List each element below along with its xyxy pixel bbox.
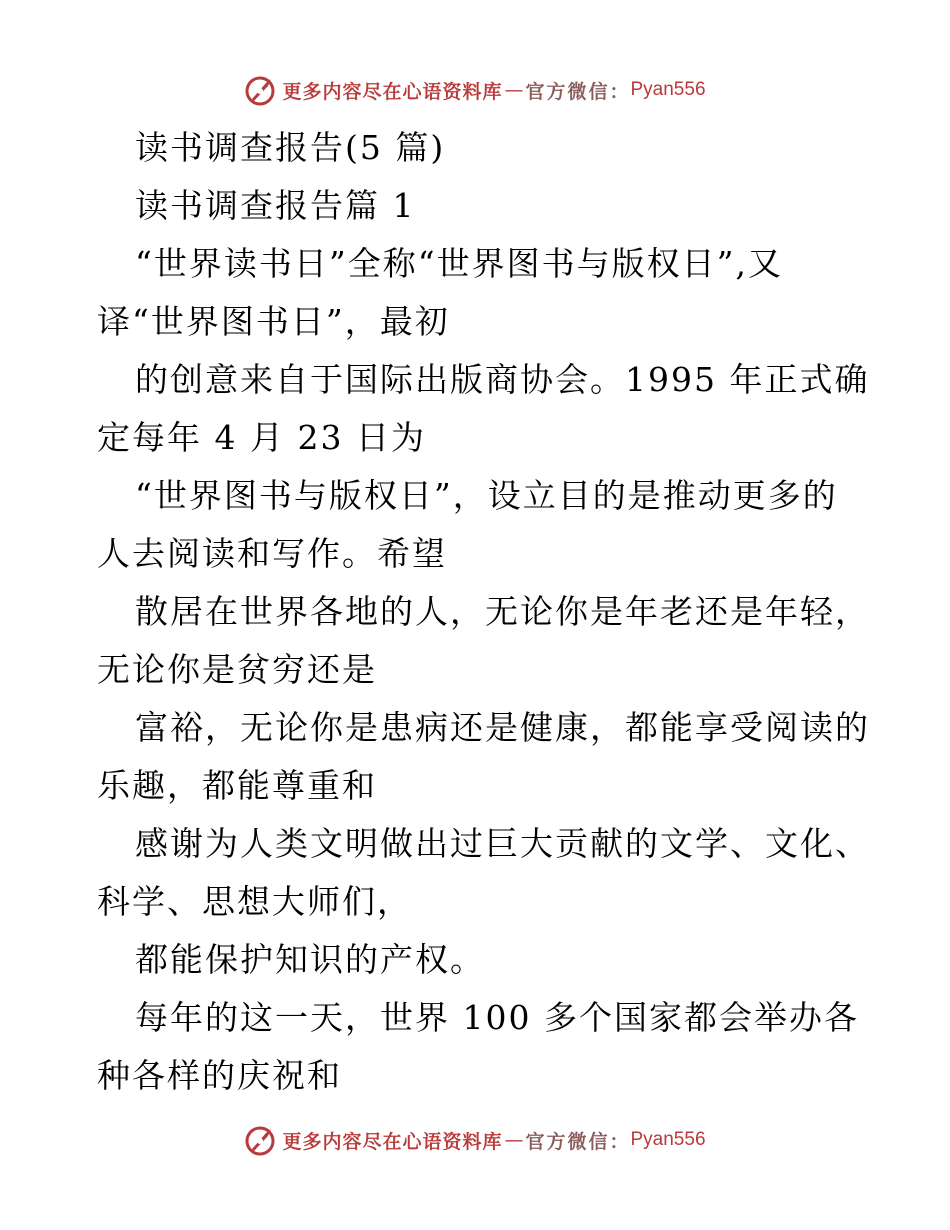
text-line: “世界读书日”全称“世界图书与版权日”,又 [135, 244, 783, 283]
banner-text: 更多内容尽在心语资料库 [282, 1130, 503, 1153]
wechat-label: 官方微信： [525, 1130, 631, 1153]
banner-dash: — [504, 1129, 524, 1151]
text-line: 科学、思想大师们， [97, 882, 412, 921]
text-line: 富裕，无论你是患病还是健康，都能享受阅读的 [135, 708, 870, 747]
text-line: 散居在世界各地的人，无论你是年老还是年轻， [135, 592, 870, 631]
text-line: 都能保护知识的产权。 [135, 940, 485, 979]
document-title: 读书调查报告(5 篇) [135, 128, 446, 167]
pen-logo-icon [244, 73, 278, 107]
wechat-id: Pyan556 [630, 79, 706, 100]
banner-dash: — [504, 79, 524, 101]
text-line: 人去阅读和写作。希望 [97, 534, 447, 573]
text-line: 定每年 4 月 23 日为 [97, 418, 426, 457]
text-line: 的创意来自于国际出版商协会。1995 年正式确 [135, 360, 870, 399]
banner-text: 更多内容尽在心语资料库 [282, 80, 503, 103]
text-line: 无论你是贫穷还是 [97, 650, 377, 689]
text-line: 感谢为人类文明做出过巨大贡献的文学、文化、 [135, 824, 870, 863]
footer-watermark-banner [0, 1120, 950, 1160]
text-line: “世界图书与版权日”，设立目的是推动更多的 [135, 476, 838, 515]
text-line: 每年的这一天，世界 100 多个国家都会举办各 [135, 998, 859, 1037]
section-heading: 读书调查报告篇 1 [135, 186, 416, 225]
header-watermark-banner [0, 70, 950, 110]
text-line: 译“世界图书日”，最初 [97, 302, 450, 341]
text-line: 种各样的庆祝和 [97, 1056, 342, 1095]
pen-logo-icon [244, 1123, 278, 1157]
wechat-label: 官方微信： [525, 80, 631, 103]
text-line: 乐趣，都能尊重和 [97, 766, 377, 805]
wechat-id: Pyan556 [630, 1129, 706, 1150]
